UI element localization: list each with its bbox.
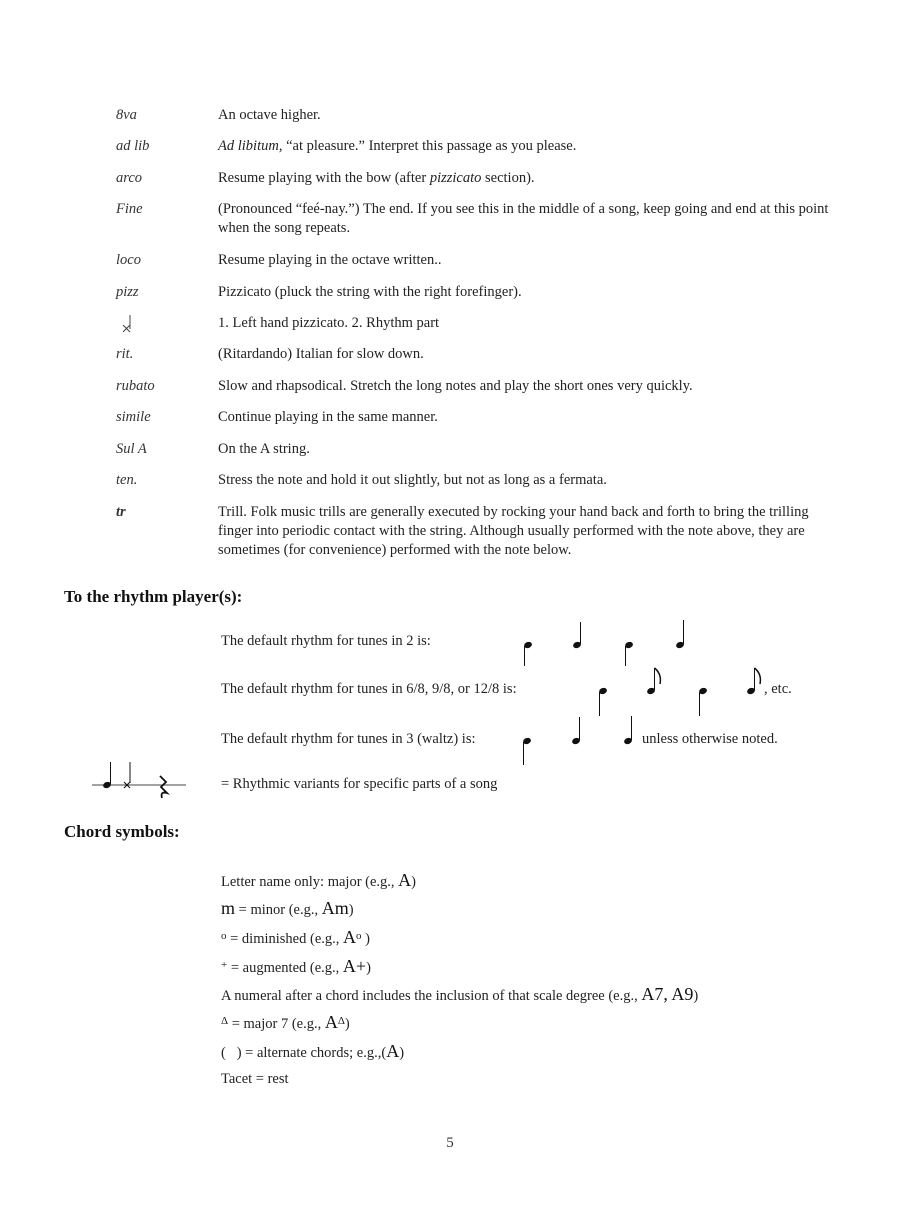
glossary-term: arco xyxy=(116,170,143,186)
definition-text: “at pleasure.” Interpret this passage as you please. xyxy=(282,138,577,154)
chord-text: ) xyxy=(399,1045,405,1061)
page-number: 5 xyxy=(446,1135,454,1151)
glossary-definition: 1. Left hand pizzicato. 2. Rhythm part xyxy=(218,315,440,331)
chord-heading: Chord symbols: xyxy=(64,822,180,841)
chord-text: ) xyxy=(344,1016,350,1032)
chord-symbol: A xyxy=(343,927,357,947)
chord-symbol: A+ xyxy=(342,956,367,976)
definition-italic: Ad libitum, xyxy=(218,138,283,154)
chord-text: ) xyxy=(366,960,371,976)
rhythm-2-notation-icon xyxy=(510,616,700,670)
chord-line-tacet: Tacet = rest xyxy=(221,1071,289,1087)
glossary-term: rit. xyxy=(116,346,134,362)
rhythm-line-compound: The default rhythm for tunes in 6/8, 9/8, or 12/8 is: xyxy=(221,681,517,697)
definition-text: section). xyxy=(481,170,535,186)
chord-symbol: A7, A9 xyxy=(641,984,694,1004)
chord-symbol-suffix: o xyxy=(356,930,362,942)
glossary-definition: Continue playing in the same manner. xyxy=(218,409,438,425)
rhythm-3-suffix: unless otherwise noted. xyxy=(642,731,778,747)
rhythm-line-3: The default rhythm for tunes in 3 (waltz) is: xyxy=(221,731,476,747)
chord-line-diminished xyxy=(221,927,370,948)
chord-text: ) xyxy=(361,931,370,947)
chord-text: ) xyxy=(411,874,417,890)
major7-symbol: Δ xyxy=(221,1015,229,1027)
chord-line-numeral xyxy=(221,984,698,1005)
glossary-term: ad lib xyxy=(116,138,150,154)
chord-line-minor xyxy=(221,898,354,919)
chord-text: ) xyxy=(348,902,354,918)
glossary-term: simile xyxy=(116,409,151,425)
rhythm-compound-notation-icon xyxy=(590,664,770,720)
x-notehead-icon xyxy=(120,315,134,343)
glossary-definition: Trill. Folk music trills are generally executed by rocking your hand back and forth to bring the trilling finger into periodic contact with the string. Although usually performed with the note above, they are sometimes (for convenience) performed with the note below. xyxy=(218,504,809,558)
glossary-term: Fine xyxy=(116,201,143,217)
glossary-term: 8va xyxy=(116,107,137,123)
chord-line-major xyxy=(221,870,416,891)
chord-symbol-suffix: Δ xyxy=(337,1015,345,1027)
definition-text: Resume playing with the bow (after xyxy=(218,170,430,186)
rhythm-line-2: The default rhythm for tunes in 2 is: xyxy=(221,633,431,649)
rhythm-variant-notation-icon xyxy=(90,758,190,802)
diminished-symbol: o xyxy=(221,930,227,942)
glossary-definition: (Ritardando) Italian for slow down. xyxy=(218,346,424,362)
chord-text: ) xyxy=(693,988,699,1004)
glossary-definition: On the A string. xyxy=(218,441,310,457)
glossary-definition: Resume playing in the octave written.. xyxy=(218,252,442,268)
rhythm-compound-suffix: , etc. xyxy=(764,681,792,697)
glossary-term: ten. xyxy=(116,472,138,488)
chord-symbol: A xyxy=(386,1041,400,1061)
rhythm-heading: To the rhythm player(s): xyxy=(64,587,243,606)
chord-line-major7 xyxy=(221,1012,350,1033)
glossary-definition xyxy=(218,137,840,156)
glossary-term: rubato xyxy=(116,378,155,394)
chord-symbol: Am xyxy=(321,898,349,918)
chord-symbol: A xyxy=(324,1012,338,1032)
minor-symbol: m xyxy=(221,898,236,918)
chord-text: = diminished (e.g., xyxy=(226,931,344,947)
glossary-definition: Stress the note and hold it out slightly, but not as long as a fermata. xyxy=(218,472,607,488)
glossary-definition: (Pronounced “feé-nay.”) The end. If you see this in the middle of a song, keep going and end at this point when the song repeats. xyxy=(218,201,829,236)
rhythm-variants-text: = Rhythmic variants for specific parts of a song xyxy=(221,776,498,792)
chord-text: Letter name only: major (e.g., xyxy=(221,874,399,890)
glossary-term: loco xyxy=(116,252,141,268)
chord-line-alternate xyxy=(221,1041,404,1062)
chord-text: = major 7 (e.g., xyxy=(228,1016,325,1032)
chord-text: = minor (e.g., xyxy=(235,902,322,918)
glossary-term: pizz xyxy=(116,284,139,300)
glossary-definition: Slow and rhapsodical. Stretch the long notes and play the short ones very quickly. xyxy=(218,378,693,394)
augmented-symbol: + xyxy=(221,959,228,971)
definition-italic: pizzicato xyxy=(429,170,482,186)
rhythm-3-notation-icon xyxy=(514,713,642,769)
chord-text: ( ) = alternate chords; e.g.,( xyxy=(221,1045,387,1061)
chord-line-augmented xyxy=(221,956,371,977)
chord-text: A numeral after a chord includes the inclusion of that scale degree (e.g., xyxy=(221,988,642,1004)
chord-text: = augmented (e.g., xyxy=(227,960,343,976)
glossary-term: tr xyxy=(116,504,126,520)
glossary-term: Sul A xyxy=(116,441,147,457)
glossary-definition xyxy=(218,169,840,188)
chord-symbol: A xyxy=(398,870,412,890)
glossary-definition: Pizzicato (pluck the string with the right forefinger). xyxy=(218,284,522,300)
glossary-definition: An octave higher. xyxy=(218,107,321,123)
